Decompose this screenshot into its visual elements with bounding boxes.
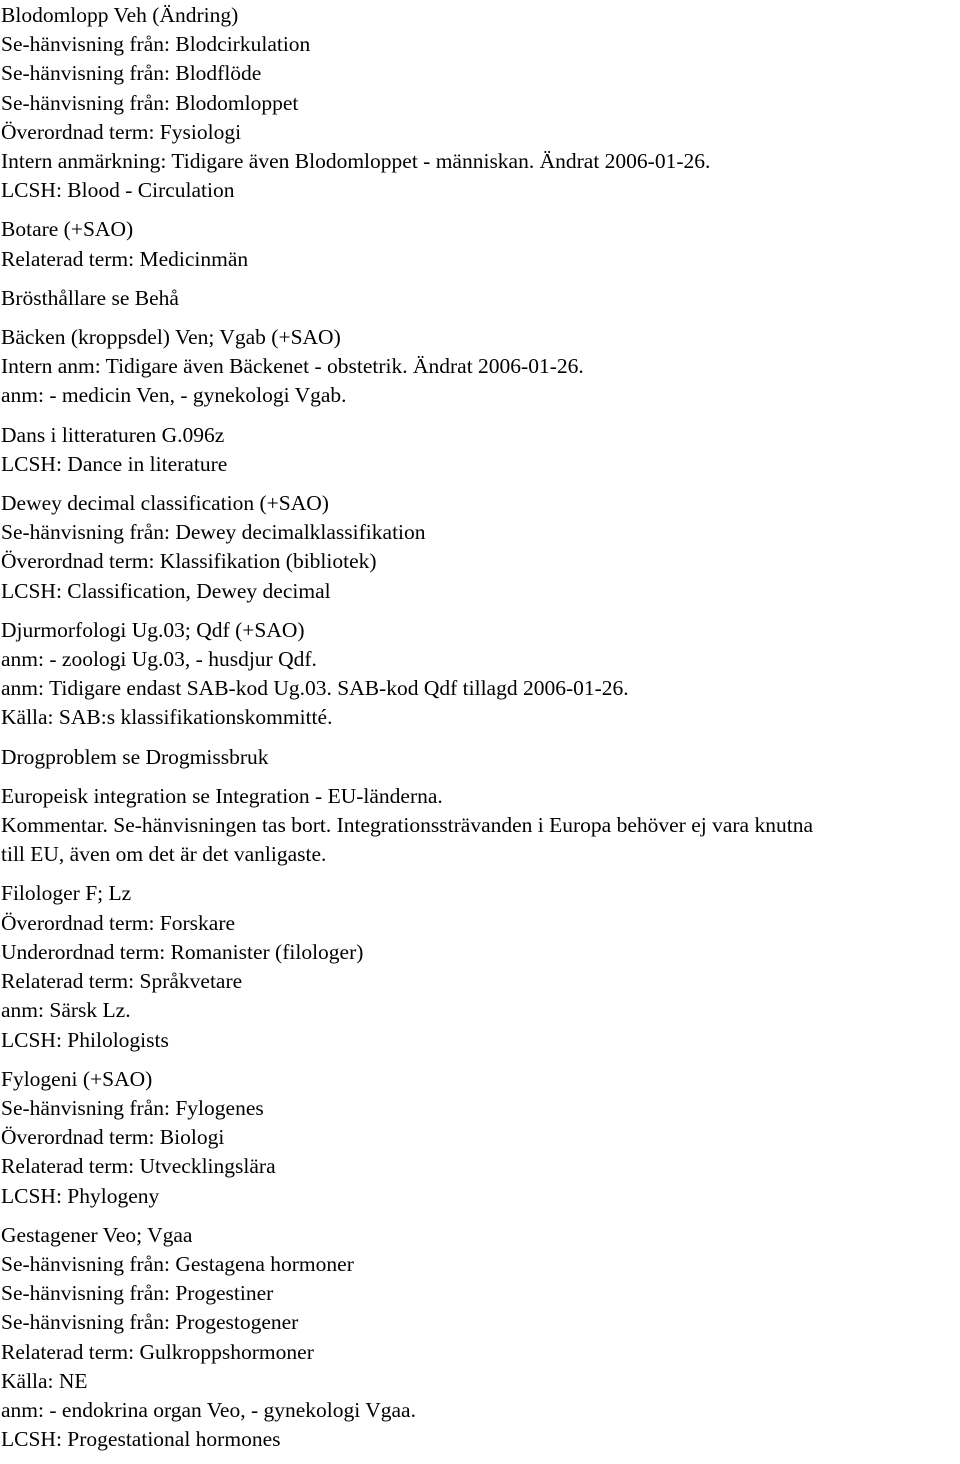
entry-heading: Gestagener Veo; Vgaa: [1, 1222, 193, 1247]
entry-detail-line: Kommentar. Se-hänvisningen tas bort. Integrationssträvanden i Europa behöver ej vara knutna: [1, 813, 813, 838]
thesaurus-entry: [1, 1, 959, 205]
entry-detail-line: Se-hänvisning från: Progestogener: [1, 1310, 299, 1335]
entry-detail-line: Intern anm: Tidigare även Bäckenet - obstetrik. Ändrat 2006-01-26.: [1, 354, 584, 379]
entry-heading: Brösthållare se Behå: [1, 285, 179, 310]
entry-detail-line: Relaterad term: Medicinmän: [1, 246, 249, 271]
thesaurus-entry: [1, 323, 959, 411]
entry-detail-line: Underordnad term: Romanister (filologer): [1, 939, 364, 964]
thesaurus-entry: [1, 616, 959, 733]
entry-detail-line: LCSH: Phylogeny: [1, 1183, 160, 1208]
entry-detail-line: anm: - endokrina organ Veo, - gynekologi Vgaa.: [1, 1397, 416, 1422]
entry-detail-line: LCSH: Dance in literature: [1, 451, 228, 476]
entry-detail-line: Överordnad term: Biologi: [1, 1125, 225, 1150]
entry-heading: Dewey decimal classification (+SAO): [1, 491, 329, 516]
thesaurus-entry: [1, 782, 959, 870]
entry-detail-line: LCSH: Progestational hormones: [1, 1427, 281, 1452]
entry-detail-line: anm: - medicin Ven, - gynekologi Vgab.: [1, 383, 347, 408]
thesaurus-entry: [1, 1065, 959, 1211]
thesaurus-entry: [1, 421, 959, 479]
entry-detail-line: Källa: NE: [1, 1368, 88, 1393]
entry-detail-line: Källa: SAB:s klassifikationskommitté.: [1, 705, 333, 730]
entry-detail-line: LCSH: Blood - Circulation: [1, 178, 235, 203]
entry-detail-line: Se-hänvisning från: Dewey decimalklassifikation: [1, 520, 426, 545]
thesaurus-entry: [1, 743, 959, 772]
entry-detail-line: Se-hänvisning från: Fylogenes: [1, 1095, 264, 1120]
entry-detail-line: Se-hänvisning från: Progestiner: [1, 1281, 274, 1306]
entry-heading: Djurmorfologi Ug.03; Qdf (+SAO): [1, 617, 305, 642]
entry-detail-line: till EU, även om det är det vanligaste.: [1, 842, 327, 867]
entry-detail-line: anm: Särsk Lz.: [1, 998, 131, 1023]
entry-heading: Drogproblem se Drogmissbruk: [1, 744, 269, 769]
thesaurus-entry: [1, 1221, 959, 1455]
entry-detail-line: Se-hänvisning från: Gestagena hormoner: [1, 1251, 354, 1276]
entry-detail-line: Överordnad term: Forskare: [1, 910, 236, 935]
entry-detail-line: LCSH: Philologists: [1, 1027, 169, 1052]
thesaurus-document: [1, 1, 959, 1464]
entry-detail-line: Relaterad term: Språkvetare: [1, 969, 243, 994]
entry-detail-line: anm: - zoologi Ug.03, - husdjur Qdf.: [1, 647, 317, 672]
entry-heading: Bäcken (kroppsdel) Ven; Vgab (+SAO): [1, 325, 341, 350]
entry-heading: Dans i litteraturen G.096z: [1, 422, 225, 447]
thesaurus-entry: [1, 489, 959, 606]
entry-detail-line: Se-hänvisning från: Blodomloppet: [1, 90, 299, 115]
entry-detail-line: Intern anmärkning: Tidigare även Blodomloppet - människan. Ändrat 2006-01-26.: [1, 149, 711, 174]
entry-detail-line: Relaterad term: Utvecklingslära: [1, 1154, 276, 1179]
entry-heading: Fylogeni (+SAO): [1, 1066, 153, 1091]
entry-detail-line: Se-hänvisning från: Blodflöde: [1, 61, 262, 86]
entry-heading: Blodomlopp Veh (Ändring): [1, 3, 239, 27]
entry-detail-line: Överordnad term: Klassifikation (bibliotek): [1, 549, 377, 574]
entry-heading: Filologer F; Lz: [1, 881, 132, 906]
entry-detail-line: anm: Tidigare endast SAB-kod Ug.03. SAB-kod Qdf tillagd 2006-01-26.: [1, 676, 629, 701]
entry-heading: Botare (+SAO): [1, 217, 134, 242]
entry-detail-line: Relaterad term: Gulkroppshormoner: [1, 1339, 314, 1364]
thesaurus-entry: [1, 215, 959, 273]
entry-detail-line: Se-hänvisning från: Blodcirkulation: [1, 32, 311, 57]
entry-detail-line: LCSH: Classification, Dewey decimal: [1, 578, 331, 603]
entry-detail-line: Överordnad term: Fysiologi: [1, 119, 242, 144]
thesaurus-entry: [1, 879, 959, 1054]
thesaurus-entry: [1, 284, 959, 313]
entry-heading: Europeisk integration se Integration - EU-länderna.: [1, 783, 443, 808]
